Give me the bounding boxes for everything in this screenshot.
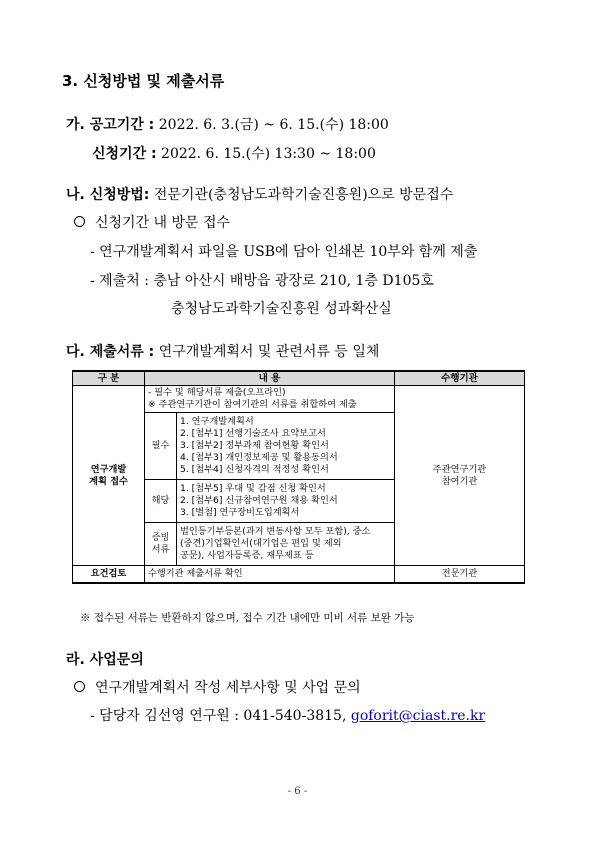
submission-note-2: ※ 주관연구기관이 참여기관의 서류를 취합하여 제출 <box>148 399 357 410</box>
list-item: 3. [별첨] 연구장비도입계획서 <box>180 507 300 518</box>
table-header-row <box>73 371 525 386</box>
visit-bullet-row <box>74 212 230 232</box>
list-item: 1. 연구개발계획서 <box>180 416 254 427</box>
list-item: 5. [첨부4] 신청자격의 적정성 확인서 <box>180 464 329 475</box>
group-label-line1: 연구개발 <box>90 463 127 475</box>
header-content: 내 용 <box>145 371 395 386</box>
submission-notes-cell <box>145 386 395 413</box>
application-method-row <box>66 184 453 204</box>
review-org: 전문기관 <box>395 566 525 584</box>
group-org-line1: 주관연구기관 <box>432 463 487 475</box>
page-number: - 6 - <box>287 786 308 797</box>
announcement-period-row <box>66 114 389 134</box>
table-row <box>73 386 525 413</box>
announcement-period-value: 2022. 6. 3.(금) ~ 6. 15.(수) 18:00 <box>158 117 389 133</box>
application-period-label: 신청기간 : <box>92 146 157 162</box>
proof-label-line2: 서류 <box>151 544 170 555</box>
list-item: 2. [첨부1] 선행기술조사 요약보고서 <box>180 428 326 439</box>
submission-note-1: - 필수 및 해당서류 제출(오프라인) <box>148 387 286 398</box>
application-period-row <box>92 143 376 163</box>
header-organization: 수행기관 <box>395 371 525 386</box>
header-category: 구 분 <box>73 371 145 386</box>
contact-prefix: - 담당자 김선영 연구원 : 041-540-3815, <box>90 708 347 724</box>
proof-items-cell <box>177 523 395 566</box>
review-label: 요건검토 <box>73 566 145 584</box>
required-items-cell <box>177 413 395 480</box>
inquiry-bullet-text: 연구개발계획서 작성 세부사항 및 사업 문의 <box>95 680 361 696</box>
proof-label-line1: 증빙 <box>151 532 170 543</box>
section-title: 3. 신청방법 및 제출서류 <box>62 72 225 90</box>
list-item: 1. [첨부5] 우대 및 감점 신청 확인서 <box>180 483 326 494</box>
footnote: ※ 접수된 서류는 반환하지 않으며, 접수 기간 내에만 미비 서류 보완 가능 <box>80 612 415 624</box>
submission-office: 충청남도과학기술진흥원 성과확산실 <box>171 301 392 317</box>
documents-label: 다. 제출서류 : <box>66 344 155 360</box>
applicable-label: 해당 <box>145 480 177 523</box>
group-label-line2: 계획 접수 <box>89 475 128 487</box>
application-period-value: 2022. 6. 15.(수) 13:30 ~ 18:00 <box>161 146 376 162</box>
hollow-circle-icon <box>74 681 85 692</box>
contact-email-link[interactable]: goforit@ciast.re.kr <box>350 708 486 724</box>
announcement-period-label: 가. 공고기간 : <box>66 117 155 133</box>
required-label: 필수 <box>145 413 177 480</box>
hollow-circle-icon <box>74 216 85 227</box>
inquiry-bullet-row <box>74 677 361 697</box>
group-org-cell <box>395 386 525 566</box>
application-method-label: 나. 신청방법: <box>66 187 150 203</box>
inquiry-title: 라. 사업문의 <box>66 652 144 668</box>
applicable-items-cell <box>177 480 395 523</box>
group-label-cell <box>73 386 145 566</box>
proof-label <box>145 523 177 566</box>
application-method-value: 전문기관(충청남도과학기술진흥원)으로 방문접수 <box>153 187 454 203</box>
group-org-line2: 참여기관 <box>441 475 478 487</box>
proof-text-line3: 공문), 사업자등록증, 재무제표 등 <box>180 550 314 561</box>
proof-text-line2: (중견)기업확인서(대기업은 편입 및 제외 <box>180 538 342 549</box>
list-item: 4. [첨부3] 개인정보제공 및 활용동의서 <box>180 452 338 463</box>
submission-address: - 제출처 : 충남 아산시 배방읍 광장로 210, 1층 D105호 <box>90 273 434 289</box>
documents-value: 연구개발계획서 및 관련서류 등 일체 <box>158 344 380 360</box>
proof-text-line1: 법인등기부등본(과거 변동사항 모두 포함), 중소 <box>180 526 371 537</box>
review-content: 수행기관 제출서류 확인 <box>145 566 395 584</box>
visit-bullet-text: 신청기간 내 방문 접수 <box>95 215 231 231</box>
list-item: 2. [첨부6] 신규참여연구원 채용 확인서 <box>180 495 338 506</box>
table-row <box>73 566 525 584</box>
list-item: 3. [첨부2] 정부과제 참여현황 확인서 <box>180 440 329 451</box>
usb-instruction: - 연구개발계획서 파일을 USB에 담아 인쇄본 10부와 함께 제출 <box>90 244 478 260</box>
documents-table <box>72 370 525 584</box>
contact-row <box>90 705 485 725</box>
documents-row <box>66 341 379 361</box>
